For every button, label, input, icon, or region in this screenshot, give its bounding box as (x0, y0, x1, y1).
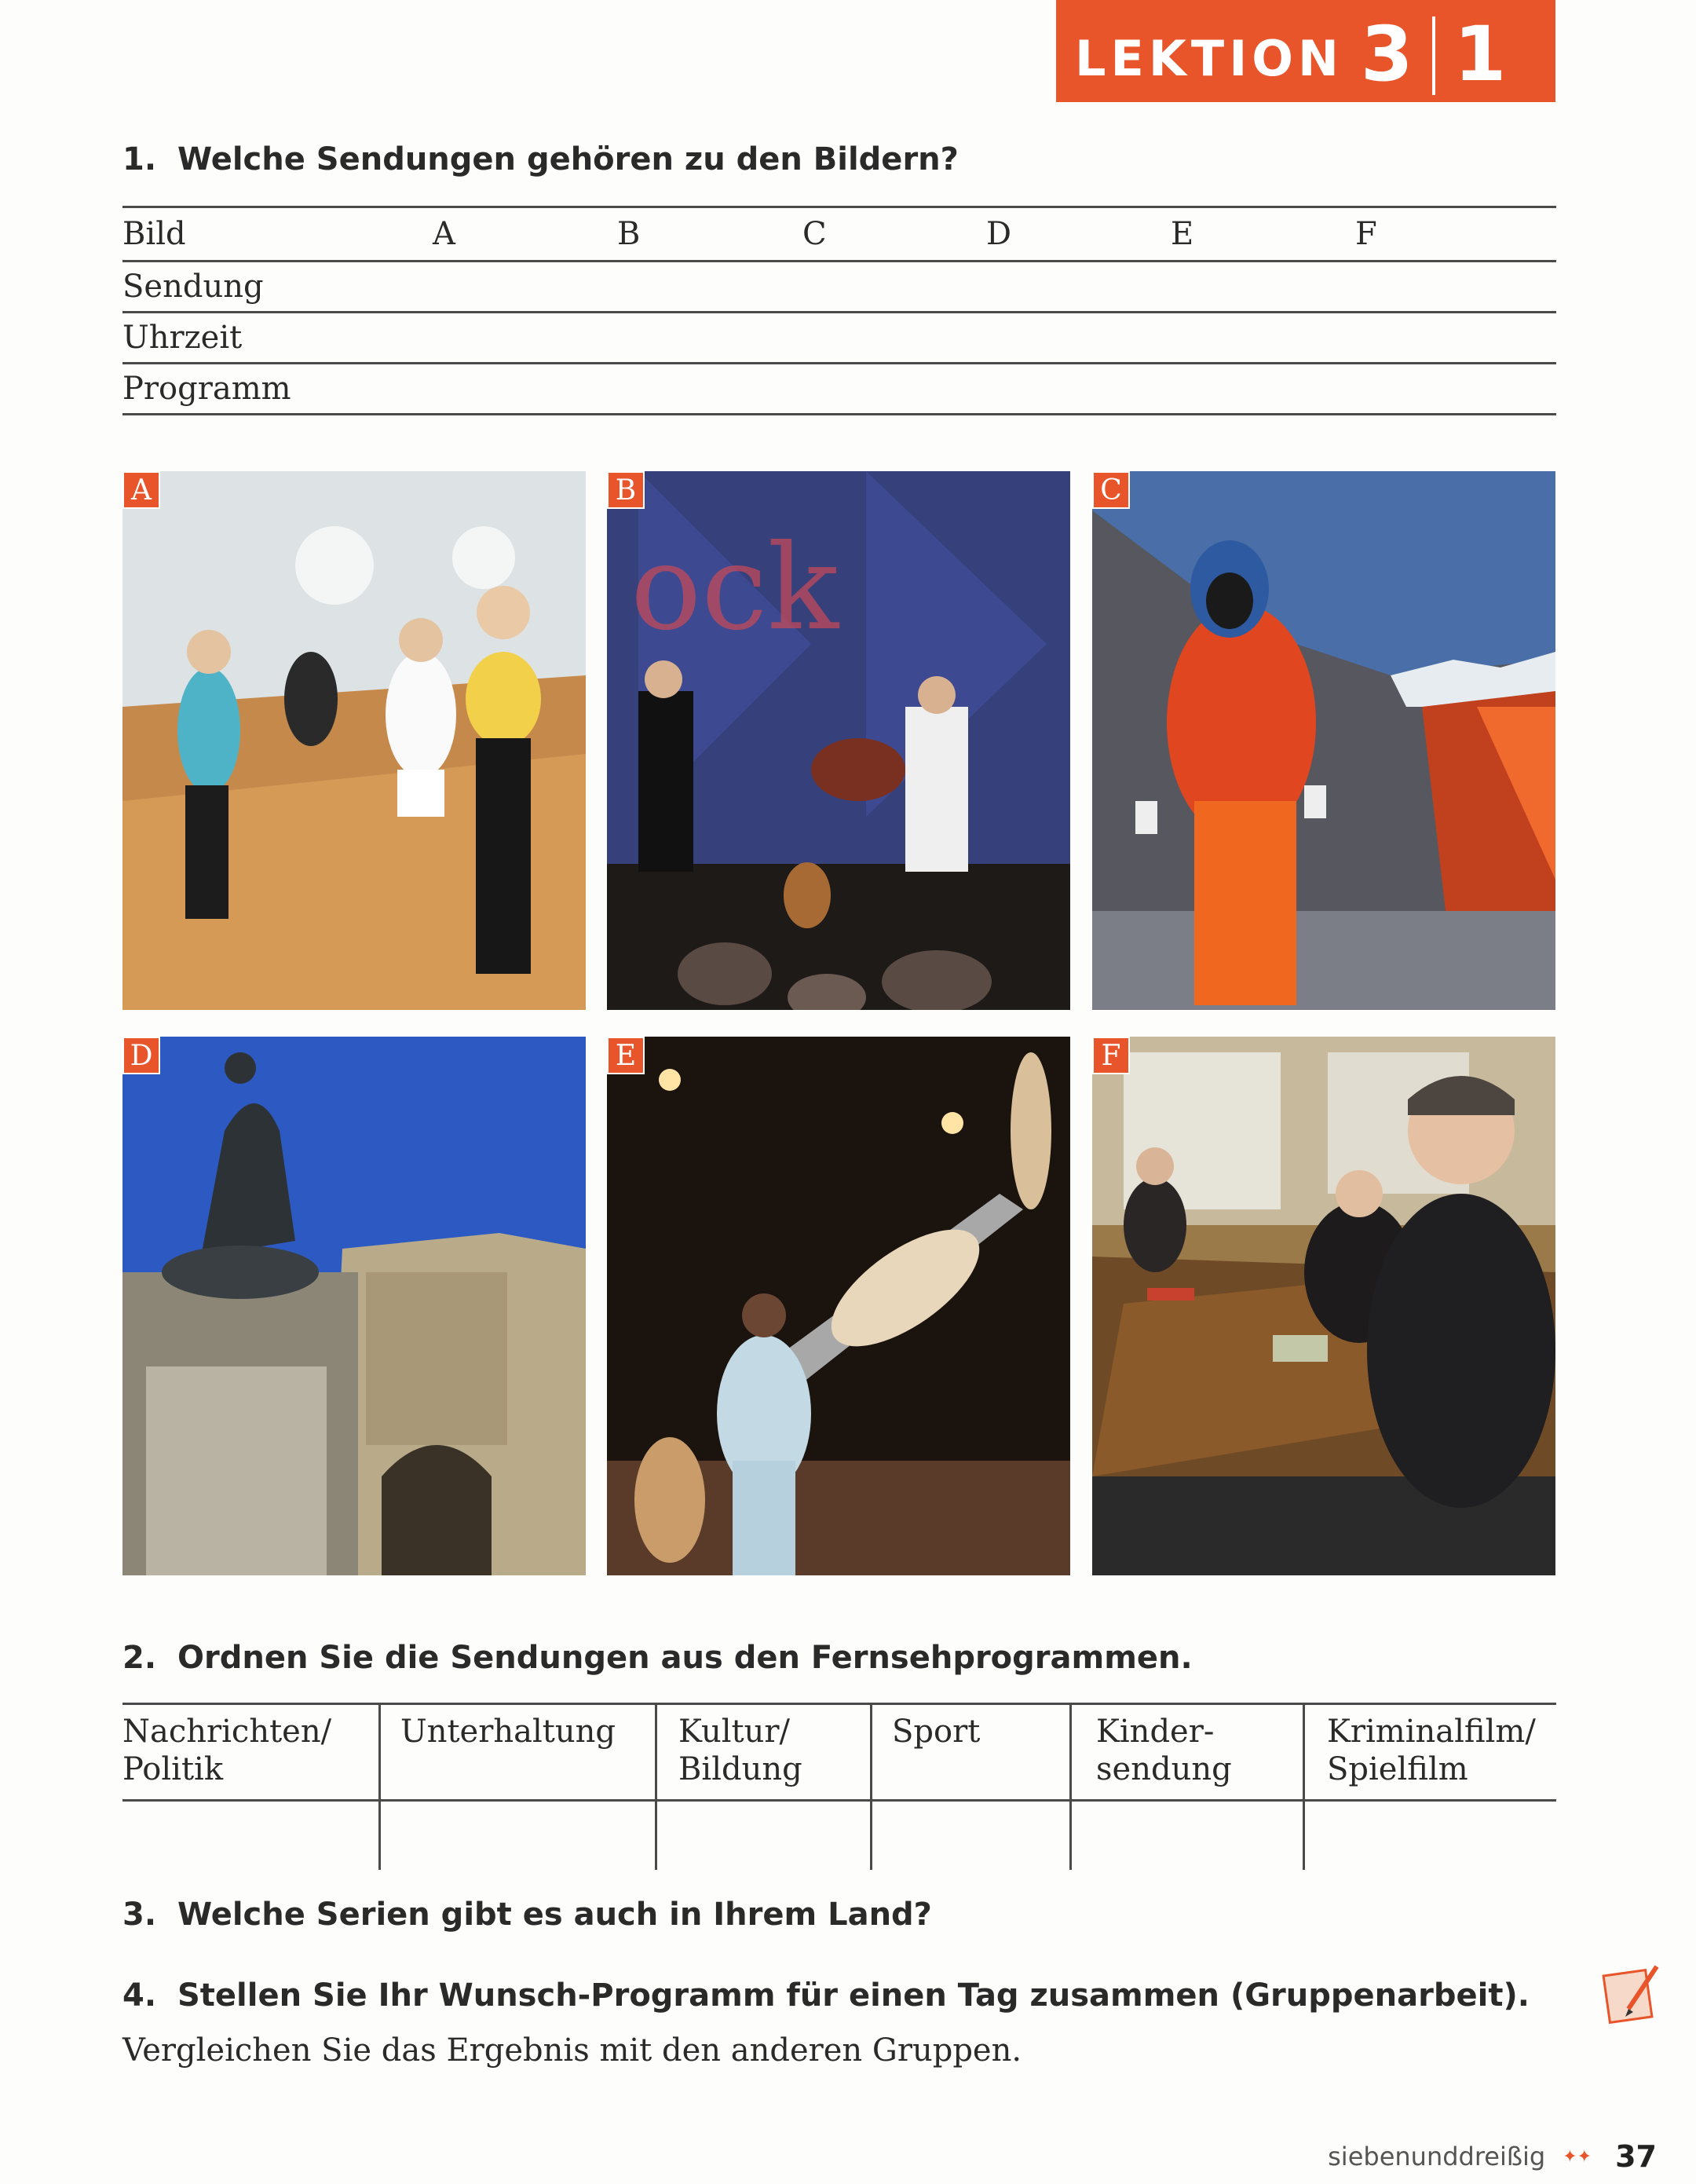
photo-c-mountaineer (1092, 471, 1555, 1010)
rock-concert-photo (607, 471, 1070, 1010)
table-divider (655, 1705, 657, 1870)
category-header-kultur (678, 1713, 802, 1788)
unit-number: 1 (1453, 10, 1507, 98)
category-line: Spielfilm (1327, 1751, 1468, 1787)
category-line: sendung (1096, 1751, 1232, 1787)
writing-note-icon (1602, 1962, 1665, 2025)
task4-title: Stellen Sie Ihr Wunsch-Programm für einen Tag zusammen (Gruppenarbeit). (177, 1977, 1530, 2014)
table-row-programm (122, 364, 1556, 415)
col-header-f: F (1355, 216, 1377, 252)
task4-instruction: Vergleichen Sie das Ergebnis mit den anderen Gruppen. (122, 2032, 1022, 2069)
photo-label-e: E (607, 1037, 645, 1074)
mountaineer-photo (1092, 471, 1555, 1010)
table-row-uhrzeit (122, 313, 1556, 364)
category-line: Kriminalfilm/ (1327, 1714, 1536, 1750)
photo-label-b: B (607, 471, 645, 509)
photo-label-d: D (122, 1037, 160, 1074)
task3-title: Welche Serien gibt es auch in Ihrem Land? (177, 1897, 932, 1933)
footer-ornament-icon: ✦✦ (1563, 2146, 1592, 2167)
courtroom-photo (1092, 1037, 1555, 1575)
task3-number: 3. (122, 1897, 157, 1933)
lesson-word: LEKTION (1075, 29, 1343, 87)
photo-f-courtroom (1092, 1037, 1555, 1575)
table-row-bild (122, 206, 1556, 262)
category-line: Kinder- (1096, 1714, 1215, 1750)
photo-a-dance-class (122, 471, 586, 1010)
category-table (122, 1703, 1556, 1870)
photo-label-a: A (122, 471, 160, 509)
table-divider (1069, 1705, 1072, 1870)
task2-title: Ordnen Sie die Sendungen aus den Fernsehprogrammen. (177, 1640, 1193, 1676)
category-line: Unterhaltung (400, 1714, 616, 1750)
photo-label-c: C (1092, 471, 1130, 509)
lesson-header-tab (1056, 0, 1555, 102)
table-divider (122, 1799, 1556, 1802)
category-line: Sport (892, 1714, 981, 1750)
task4-number: 4. (122, 1977, 157, 2014)
vienna-monument-photo (122, 1037, 586, 1575)
lesson-separator (1432, 16, 1435, 95)
page-word: siebenunddreißig (1328, 2142, 1546, 2171)
photo-label-f: F (1092, 1037, 1130, 1074)
lesson-number: 3 (1360, 10, 1413, 98)
page-footer (1328, 2139, 1657, 2174)
task1-heading (122, 141, 959, 177)
category-line: Kultur/ (678, 1714, 790, 1750)
circus-tiger-photo (607, 1037, 1070, 1575)
photo-e-circus-tigers (607, 1037, 1070, 1575)
task1-number: 1. (122, 141, 157, 177)
table-divider (378, 1705, 381, 1870)
assignment-table (122, 206, 1556, 415)
task3-heading (122, 1897, 932, 1933)
category-header-nachrichten (122, 1713, 331, 1788)
photo-d-vienna-monument (122, 1037, 586, 1575)
category-line: Nachrichten/ (122, 1714, 332, 1750)
table-divider (870, 1705, 872, 1870)
task1-title: Welche Sendungen gehören zu den Bildern? (177, 141, 959, 177)
col-header-c: C (802, 216, 827, 252)
row-label-uhrzeit: Uhrzeit (122, 320, 243, 356)
col-header-b: B (617, 216, 641, 252)
page-number: 37 (1615, 2139, 1657, 2174)
table-row-sendung (122, 262, 1556, 313)
table-divider (1303, 1705, 1305, 1870)
col-header-d: D (986, 216, 1012, 252)
dance-class-photo (122, 471, 586, 1010)
col-header-a: A (433, 216, 455, 252)
task2-number: 2. (122, 1640, 157, 1676)
row-label-sendung: Sendung (122, 269, 264, 305)
photo-b-rock-concert (607, 471, 1070, 1010)
category-header-kriminalfilm (1327, 1713, 1536, 1788)
task4-heading (122, 1977, 1530, 2014)
category-header-unterhaltung (400, 1713, 616, 1750)
category-header-kindersendung (1096, 1713, 1232, 1788)
row-label-programm: Programm (122, 371, 291, 407)
category-header-sport (892, 1713, 980, 1750)
col-header-e: E (1171, 216, 1194, 252)
row-label-bild: Bild (122, 216, 186, 252)
svg-text:ock: ock (631, 520, 839, 657)
category-line: Politik (122, 1751, 224, 1787)
category-line: Bildung (678, 1751, 802, 1787)
task2-heading (122, 1640, 1193, 1676)
